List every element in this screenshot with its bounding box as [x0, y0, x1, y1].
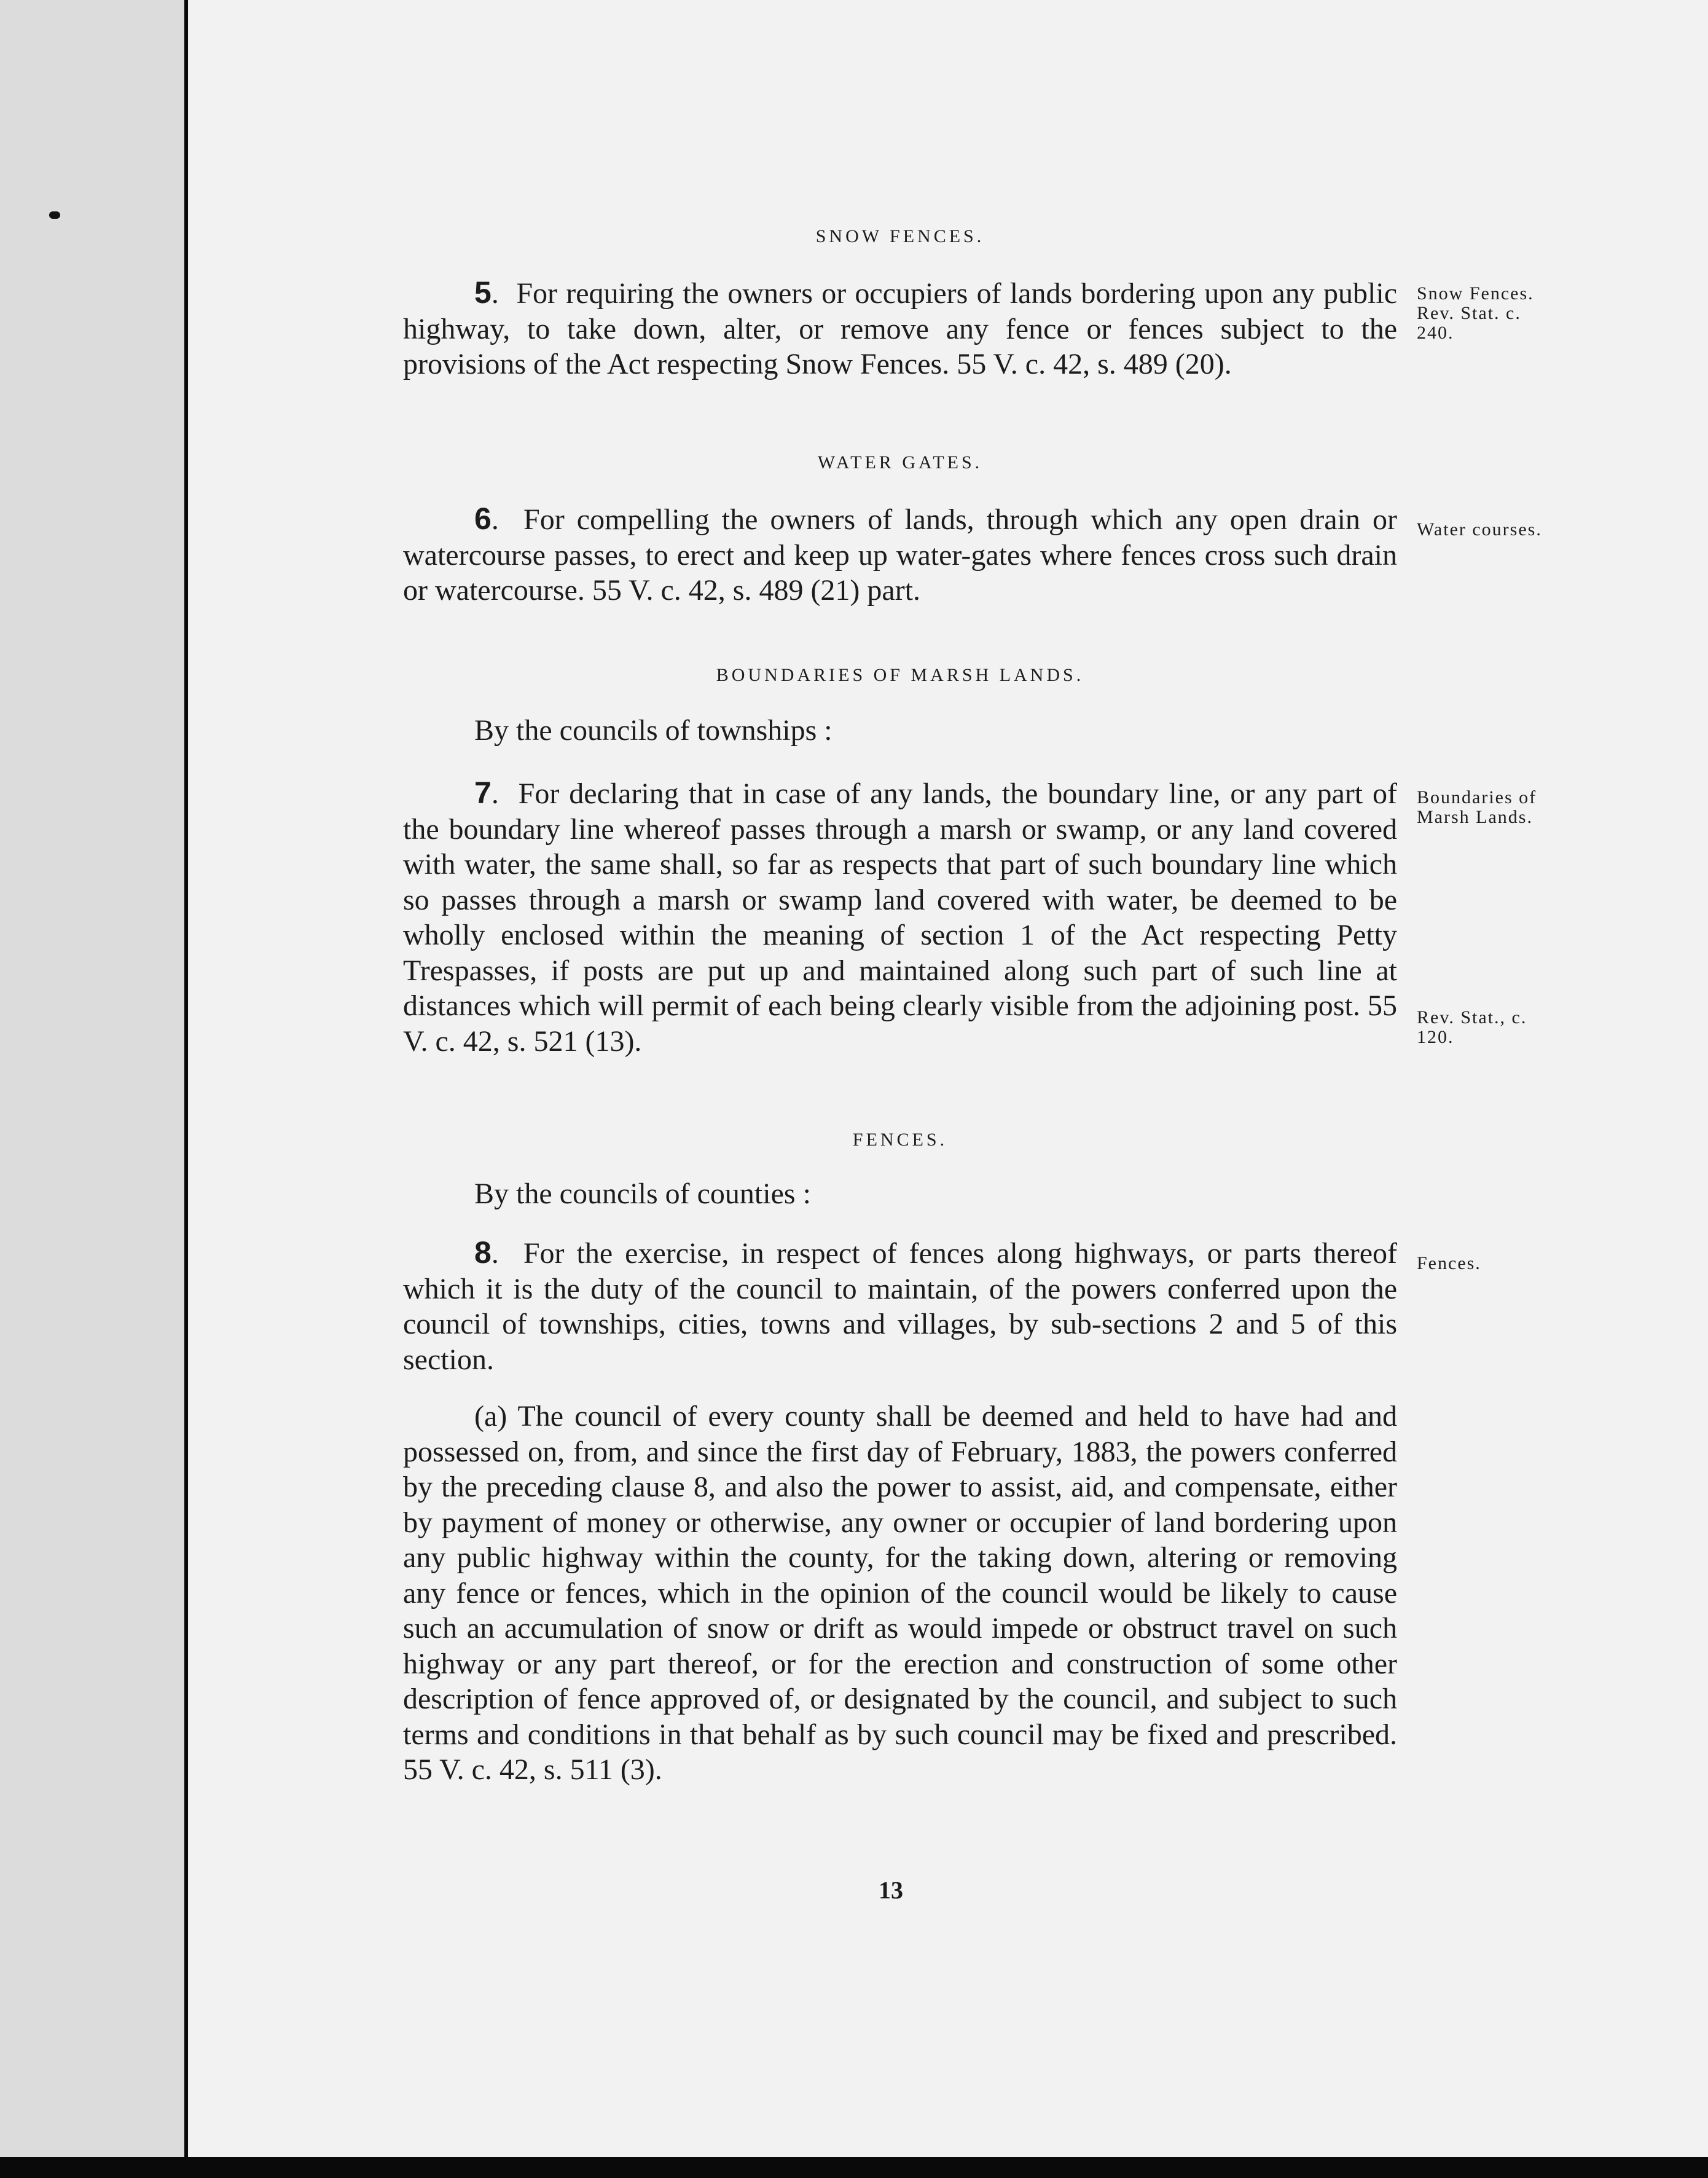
margin-note-snow-fences — [1417, 284, 1601, 343]
margin-note-line: 120. — [1417, 1027, 1454, 1047]
margin-note-rev-stat — [1417, 1008, 1601, 1047]
heading-marsh-lands: BOUNDARIES OF MARSH LANDS. — [716, 665, 1084, 685]
paragraph-number: 8 — [474, 1235, 492, 1270]
heading-water-gates: WATER GATES. — [817, 452, 983, 473]
paragraph-8: 8. For the exercise, in respect of fences along highways, or parts thereof which it is the duty of the council to maintain, of the powers conferred upon the council of townships, cities, towns and villages, by sub-sections 2 and 5 of this section. — [403, 1235, 1397, 1376]
margin-note-marsh-lands — [1417, 788, 1601, 827]
margin-note-line: Marsh Lands. — [1417, 807, 1533, 827]
paragraph-text: For compelling the owners of lands, through which any open drain or watercourse passes, to erect and keep up water-gates where fences cross such drain or watercourse. 55 V. c. 42, s. 489 (21) part. — [403, 503, 1398, 607]
paragraph-8a: (a) The council of every county shall be deemed and held to have had and possessed on, from, and since the first day of February, 1883, the powers conferred by the preceding clause 8, and also the power to assist, aid, and compensate, either by payment of money or otherwise, any owner or occupier of land bordering upon any public highway within the county, for the taking down, altering or removing any fence or fences, which in the opinion of the council would be likely to cause such an accumulation of snow or drift as would impede or obstruct travel on such highway or any part thereof, or for the erection and construction of some other description of fence approved of, or designated by the council, and subject to such terms and conditions in that behalf as by such council may be fixed and prescribed. 55 V. c. 42, s. 511 (3). — [403, 1400, 1397, 1786]
margin-note-water-courses: Water courses. — [1417, 519, 1542, 540]
heading-fences: FENCES. — [852, 1130, 948, 1150]
townships-intro: By the councils of townships : — [474, 714, 832, 747]
margin-note-line: Rev. Stat. c. — [1417, 303, 1521, 323]
paragraph-number: 6 — [474, 501, 492, 536]
page-number: 13 — [879, 1876, 903, 1904]
paragraph-text: For declaring that in case of any lands, the boundary line, or any part of the boundary line whereof passes through a marsh or swamp, or any land covered with water, the same shall, so far as respects that part of such boundary line which so passes through a marsh or swamp land covered with water, be deemed to be wholly enclosed within the meaning of section 1 of the Act respecting Petty Trespasses, if posts are put up and maintained along such part of such line at distances which will permit of each being clearly visible from the adjoining post. 55 V. c. 42, s. 521 (13). — [403, 777, 1397, 1058]
scan-border — [0, 2157, 1708, 2178]
paragraph-text: For the exercise, in respect of fences along highways, or parts thereof which it is the duty of the council to maintain, of the powers conferred upon the council of townships, cities, towns and villages, by sub-sections 2 and 5 of this section. — [403, 1237, 1397, 1376]
heading-snow-fences: SNOW FENCES. — [815, 226, 985, 246]
margin-note-line: 240. — [1417, 323, 1454, 343]
paragraph-7: 7. For declaring that in case of any lands, the boundary line, or any part of the boundary line whereof passes through a marsh or swamp, or any land covered with water, the same shall, so far as respects that part of such boundary line which so passes through a marsh or swamp land covered with water, be deemed to be wholly enclosed within the meaning of section 1 of the Act respecting Petty Trespasses, if posts are put up and maintained along such part of such line at distances which will permit of each being clearly visible from the adjoining post. 55 V. c. 42, s. 521 (13). — [403, 776, 1397, 1058]
margin-note-fences: Fences. — [1417, 1253, 1481, 1273]
paragraph-5: 5. For requiring the owners or occupiers of lands bordering upon any public highway, to take down, alter, or remove any fence or fences subject to the provisions of the Act respecting Snow Fences. 55 V. c. 42, s. 489 (20). — [403, 275, 1398, 380]
paragraph-text: For requiring the owners or occupiers of lands bordering upon any public highway, to take down, alter, or remove any fence or fences subject to the provisions of the Act respecting Snow Fences. 55 V. c. 42, s. 489 (20). — [403, 277, 1398, 380]
page-mark — [49, 211, 60, 219]
paragraph-number: 5 — [474, 275, 492, 310]
paragraph-6: 6. For compelling the owners of lands, through which any open drain or watercourse passes, to erect and keep up water-gates where fences cross such drain or watercourse. 55 V. c. 42, s. 489 (21) part. — [403, 501, 1398, 607]
margin-note-line: Rev. Stat., c. — [1417, 1007, 1527, 1028]
counties-intro: By the councils of counties : — [474, 1177, 811, 1210]
paragraph-number: 7 — [474, 776, 492, 810]
facing-page — [0, 0, 184, 2157]
margin-note-line: Boundaries of — [1417, 787, 1537, 808]
margin-note-line: Snow Fences. — [1417, 283, 1534, 304]
